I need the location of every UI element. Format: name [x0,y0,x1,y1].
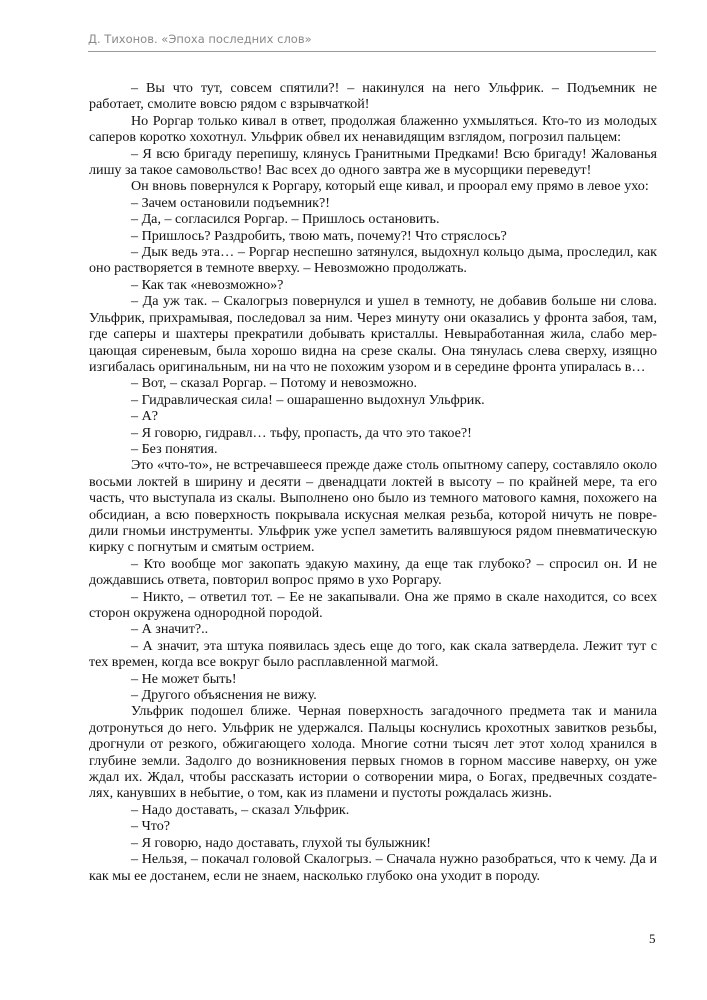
body-text [89,80,657,884]
paragraph: – Гидравлическая сила! – ошарашенно выдохнул Ульфрик. [131,391,485,408]
paragraph: – Нельзя, – покачал головой Скалогрыз. – Сначала нужно разобраться, что к чему. Да и как мы ее достанем, если не знаем, насколько глубоко она уходит в породу. [89,851,657,884]
paragraph: Но Роргар только кивал в ответ, продолжая блаженно ухмыляться. Кто-то из молодых саперов коротко хохотнул. Ульфрик обвел их ненавидящим взглядом, погрозил пальцем: [89,112,657,146]
paragraph: – Я всю бригаду перепишу, клянусь Гранитными Предками! Всю бригаду! Жалованья лишу за такое самовольство! Вас всех до одного завтра же в мусорщики переведут! [89,145,657,179]
paragraph: – А значит, эта штука появилась здесь еще до того, как скала затвердела. Лежит тут с тех времен, когда все вокруг было расплавленной магмой. [89,637,657,671]
page-number: 5 [649,931,656,946]
paragraph: – Дык ведь эта… – Роргар неспешно затянулся, выдохнул кольцо дыма, проследил, как оно растворяется в темноте вверху. – Невозможно продолжать. [89,244,657,277]
paragraph: – Вы что тут, совсем спятили?! – накинулся на него Ульфрик. – Подъемник не работает, смолите вовсю рядом с взрывчаткой! [89,80,657,113]
paragraph: – Пришлось? Раздробить, твою мать, почему?! Что стряслось? [131,227,507,244]
running-header: Д. Тихонов. «Эпоха последних слов» [88,32,312,46]
paragraph: – Вот, – сказал Роргар. – Потому и невозможно. [131,375,418,392]
paragraph: – Не может быть! [131,670,237,687]
paragraph: – Другого объяснения не вижу. [131,687,317,704]
paragraph: – А? [131,408,159,425]
paragraph: Ульфрик подошел ближе. Черная поверхность загадочного предмета так и манила дотронуться до него. Ульфрик не удержался. Пальцы коснулись крохотных завитков резьбы, дрогнули от резкого, обжигающего холода. Многие сотни тысяч лет этот холод хранился в глубине земли. Задолго до возникновения первых гномов в горном массиве наверху, он уже ждал их. Ждал, чтобы рассказать истории о сотворении мира, о Богах, предвечных создателях, канувших в небытие, о том, как из пламени и пустоты рождалась жизнь. [89,703,657,802]
paragraph: – Что? [131,818,171,835]
paragraph: – Я говорю, гидравл… тьфу, пропасть, да что это такое?! [131,424,472,441]
paragraph: Это «что-то», не встречавшееся прежде даже столь опытному саперу, составляло около восьми локтей в ширину и десяти – двенадцати локтей в высоту – по крайней мере, та его часть, что выступала из скалы. Выполнено оно было из темного матового камня, похожего на обсидиан, а всю поверхность покрывала искусная мелкая резьба, которой ничуть не повредили гномьи инструменты. Ульфрик уже успел заметить валявшуюся рядом пневматическую кирку с погнутым и смятым острием. [89,457,657,556]
header-rule [88,51,656,52]
paragraph: – Да уж так. – Скалогрыз повернулся и ушел в темноту, не добавив больше ни слова. Ульфрик, прихрамывая, последовал за ним. Через минуту они оказались у фронта забоя, там, где саперы и шахтеры прекратили добывать кристаллы. Невыработанная жила, слабо мерцающая сиреневым, была хорошо видна на срезе скалы. Она тянулась слева сверху, изящно изгибалась оригинальным, ни на что не похожим узором и в середине фронта упиралась в… [89,293,657,375]
paragraph: – Как так «невозможно»? [131,276,284,293]
paragraph: – Без понятия. [131,440,218,457]
paragraph: – А значит?.. [131,621,209,638]
paragraph: – Я говорю, надо доставать, глухой ты булыжник! [131,834,431,851]
paragraph: Он вновь повернулся к Роргару, который еще кивал, и проорал ему прямо в левое ухо: [131,178,649,195]
paragraph: – Надо доставать, – сказал Ульфрик. [131,801,350,818]
paragraph: – Никто, – ответил тот. – Ее не закапывали. Она же прямо в скале находится, со всех сторон окружена однородной породой. [89,588,657,621]
paragraph: – Кто вообще мог закопать эдакую махину, да еще так глубоко? – спросил он. И не дождавшись ответа, повторил вопрос прямо в ухо Роргару. [89,555,657,589]
paragraph: – Да, – согласился Роргар. – Пришлось остановить. [131,211,440,228]
paragraph: – Зачем остановили подъемник?! [131,194,330,211]
